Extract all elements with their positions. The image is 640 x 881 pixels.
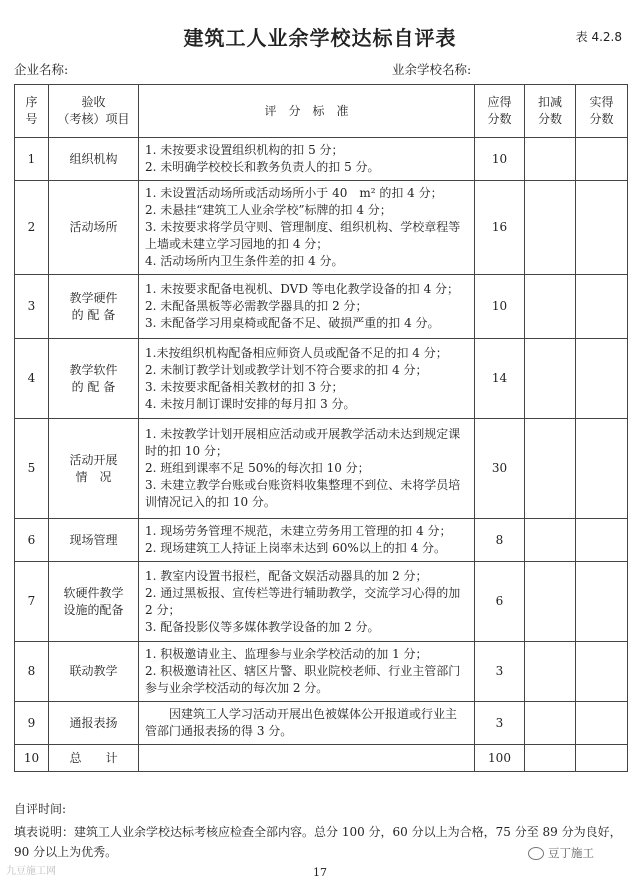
criteria-line: 4. 活动场所内卫生条件差的扣 4 分。 (145, 254, 344, 268)
row-actual-score (576, 562, 628, 642)
header-deduct-score: 扣减 分数 (525, 85, 576, 138)
criteria-line: 1. 积极邀请业主、监理参与业余学校活动的加 1 分； (145, 647, 428, 661)
row-criteria (139, 275, 475, 339)
row-deduct-score (525, 702, 576, 745)
criteria-line: 2. 未悬挂“建筑工人业余学校”标牌的扣 4 分； (145, 203, 392, 217)
table-body (15, 138, 628, 772)
row-item: 总 计 (49, 745, 139, 772)
row-number: 3 (15, 275, 49, 339)
criteria-line: 1. 未设置活动场所或活动场所小于 40 m² 的扣 4 分； (145, 186, 443, 200)
criteria-line: 2. 积极邀请社区、辖区片警、职业院校老师、行业主管部门参与业余学校活动的每次加 2 分。 (145, 664, 461, 695)
row-deduct-score (525, 138, 576, 181)
criteria-line: 1. 教室内设置书报栏，配备文娱活动器具的加 2 分； (145, 568, 428, 583)
row-criteria (139, 702, 475, 745)
filling-instructions: 填表说明：建筑工人业余学校达标考核应检查全部内容。总分 100 分，60 分以上为合格，75 分至 89 分为良好，90 分以上为优秀。 (14, 825, 622, 859)
row-number: 7 (15, 562, 49, 642)
row-criteria (139, 562, 475, 642)
table-row (15, 419, 628, 519)
row-item: 组织机构 (49, 138, 139, 181)
table-row (15, 745, 628, 772)
row-actual-score (576, 745, 628, 772)
evaluation-table (14, 84, 628, 772)
criteria-line: 2. 现场建筑工人持证上岗率未达到 60%以上的扣 4 分。 (145, 541, 447, 555)
watermark-right-text: 豆丁施工 (548, 846, 594, 860)
row-due-score: 3 (475, 702, 525, 745)
row-item: 教学软件 的 配 备 (49, 339, 139, 419)
row-number: 4 (15, 339, 49, 419)
row-item: 活动开展 情 况 (49, 419, 139, 519)
row-deduct-score (525, 419, 576, 519)
header-criteria: 评 分 标 准 (139, 85, 475, 138)
criteria-line: 3. 未按要求将学员守则、管理制度、组织机构、学校章程等上墙或未建立学习园地的扣 4 分； (145, 220, 461, 251)
row-due-score: 100 (475, 745, 525, 772)
row-deduct-score (525, 275, 576, 339)
row-due-score: 8 (475, 519, 525, 562)
row-criteria (139, 419, 475, 519)
row-number: 1 (15, 138, 49, 181)
watermark-left: 九豆施工网 (6, 866, 56, 877)
table-row (15, 642, 628, 702)
table-row (15, 519, 628, 562)
row-actual-score (576, 419, 628, 519)
row-item: 教学硬件 的 配 备 (49, 275, 139, 339)
criteria-line: 3. 未按要求配备相关教材的扣 3 分； (145, 379, 344, 394)
header-due-score: 应得 分数 (475, 85, 525, 138)
criteria-line: 1.未按组织机构配备相应师资人员或配备不足的扣 4 分； (145, 345, 448, 360)
row-criteria (139, 642, 475, 702)
row-item: 通报表扬 (49, 702, 139, 745)
table-row (15, 339, 628, 419)
row-criteria (139, 138, 475, 181)
criteria-line: 2. 未制订教学计划或教学计划不符合要求的扣 4 分； (145, 362, 428, 377)
row-due-score: 10 (475, 275, 525, 339)
row-number: 6 (15, 519, 49, 562)
row-item: 现场管理 (49, 519, 139, 562)
criteria-line: 2. 未明确学校校长和教务负责人的扣 5 分。 (145, 160, 380, 174)
row-number: 10 (15, 745, 49, 772)
criteria-line: 2. 通过黑板报、宣传栏等进行辅助教学，交流学习心得的加 2 分； (145, 585, 461, 617)
table-header-row (15, 85, 628, 138)
row-actual-score (576, 181, 628, 275)
self-eval-time-label: 自评时间: (14, 802, 67, 816)
row-item: 软硬件教学 设施的配备 (49, 562, 139, 642)
row-deduct-score (525, 181, 576, 275)
row-due-score: 16 (475, 181, 525, 275)
row-item: 活动场所 (49, 181, 139, 275)
table-row (15, 702, 628, 745)
row-due-score: 30 (475, 419, 525, 519)
criteria-line: 2. 班组到课率不足 50%的每次扣 10 分； (145, 461, 370, 475)
criteria-line: 3. 未建立教学台账或台账资料收集整理不到位、未将学员培训情况记入的扣 10 分。 (145, 478, 461, 509)
row-criteria (139, 339, 475, 419)
row-due-score: 10 (475, 138, 525, 181)
criteria-line: 因建筑工人学习活动开展出色被媒体公开报道或行业主管部门通报表扬的得 3 分。 (145, 707, 458, 738)
table-row (15, 181, 628, 275)
row-criteria (139, 519, 475, 562)
row-deduct-score (525, 745, 576, 772)
school-name-label: 业余学校名称: (392, 62, 472, 77)
criteria-line: 3. 未配备学习用桌椅或配备不足、破损严重的扣 4 分。 (145, 316, 440, 330)
row-actual-score (576, 138, 628, 181)
criteria-line: 1. 现场劳务管理不规范，未建立劳务用工管理的扣 4 分； (145, 524, 452, 538)
table-row (15, 138, 628, 181)
row-actual-score (576, 339, 628, 419)
row-number: 5 (15, 419, 49, 519)
chat-bubble-icon (528, 847, 544, 860)
row-actual-score (576, 642, 628, 702)
row-deduct-score (525, 339, 576, 419)
row-number: 8 (15, 642, 49, 702)
row-criteria (139, 181, 475, 275)
header-no: 序 号 (15, 85, 49, 138)
row-deduct-score (525, 642, 576, 702)
criteria-line: 1. 未按要求配备电视机、DVD 等电化教学设备的扣 4 分； (145, 282, 460, 296)
row-actual-score (576, 275, 628, 339)
table-row (15, 275, 628, 339)
company-name-label: 企业名称: (14, 62, 69, 77)
row-due-score: 3 (475, 642, 525, 702)
watermark-right (528, 845, 594, 861)
row-item: 联动教学 (49, 642, 139, 702)
header-item: 验收 （考核）项目 (49, 85, 139, 138)
row-actual-score (576, 702, 628, 745)
row-due-score: 14 (475, 339, 525, 419)
row-criteria (139, 745, 475, 772)
row-deduct-score (525, 562, 576, 642)
table-row (15, 562, 628, 642)
row-actual-score (576, 519, 628, 562)
document-title: 建筑工人业余学校达标自评表 (183, 26, 457, 50)
row-number: 9 (15, 702, 49, 745)
header-actual-score: 实得 分数 (576, 85, 628, 138)
criteria-line: 3. 配备投影仪等多媒体教学设备的加 2 分。 (145, 619, 380, 634)
criteria-line: 2. 未配备黑板等必需教学器具的扣 2 分； (145, 299, 368, 313)
row-number: 2 (15, 181, 49, 275)
criteria-line: 1. 未按要求设置组织机构的扣 5 分； (145, 143, 344, 157)
row-due-score: 6 (475, 562, 525, 642)
page-number: 17 (313, 866, 327, 879)
table-number: 表 4.2.8 (575, 30, 622, 44)
criteria-line: 1. 未按教学计划开展相应活动或开展教学活动未达到规定课时的扣 10 分； (145, 427, 461, 458)
criteria-line: 4. 未按月制订课时安排的每月扣 3 分。 (145, 396, 356, 411)
row-deduct-score (525, 519, 576, 562)
